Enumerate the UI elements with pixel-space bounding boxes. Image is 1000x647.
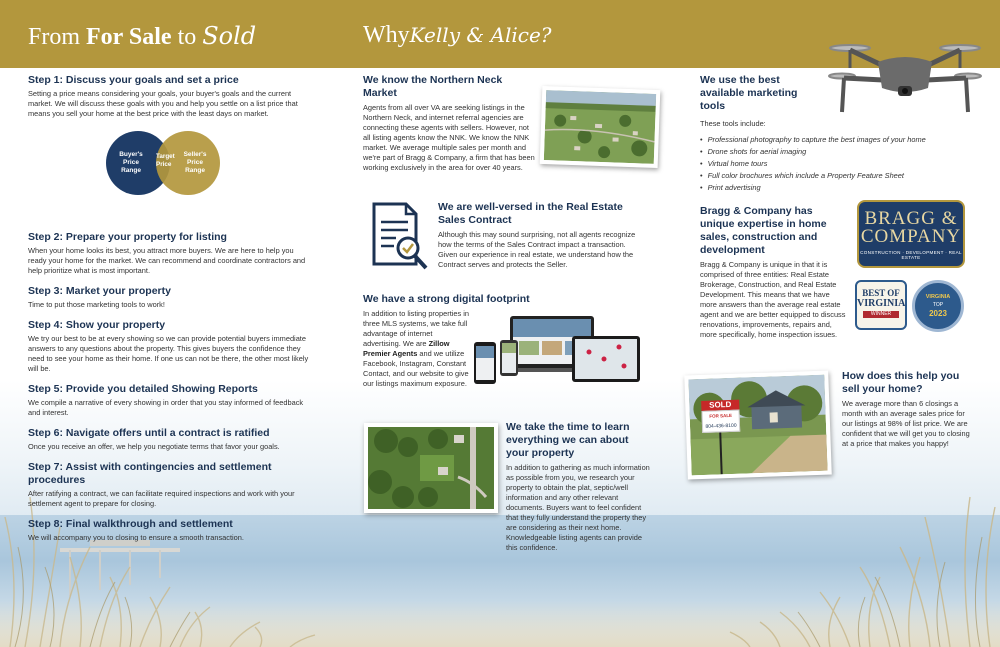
learn-block bbox=[506, 421, 650, 553]
marketing-list bbox=[700, 134, 950, 194]
step-body: When your home looks its best, you attract more buyers. We are here to help you ready your home for the market. We can recommend and coordinate contractors and help prioritize what is most important. bbox=[28, 246, 306, 275]
header-left-mid: to bbox=[177, 24, 197, 50]
nnk-block bbox=[363, 74, 535, 173]
badge2-line3: 2023 bbox=[929, 309, 947, 318]
step-4 bbox=[28, 319, 313, 374]
sold-sign-sub: FOR SALE bbox=[709, 412, 733, 419]
virginia-top-badge bbox=[912, 280, 964, 332]
venn-buyer-l2: Price bbox=[123, 159, 139, 166]
marketing-intro: These tools include: bbox=[700, 119, 766, 128]
step-body: Setting a price means considering your goals, your buyer's goals and the current market. We will discuss these goals with you and help you settle on a list price that means you sell your home at the best price with the least days on market. bbox=[28, 89, 298, 118]
contract-body: Although this may sound surprising, not all agents recognize how the terms of the Sales Contract impact a transaction. Given our experience in real estate, we understand how the Contract serves and protects the Seller. bbox=[438, 230, 636, 269]
step-title: Step 4: Show your property bbox=[28, 319, 166, 331]
step-title: Step 6: Navigate offers until a contract is ratified bbox=[28, 427, 270, 439]
contract-block bbox=[438, 201, 643, 270]
help-block bbox=[842, 370, 972, 449]
header-left-pre: From bbox=[28, 24, 81, 50]
badge1-line3: WINNER bbox=[863, 311, 899, 318]
venn-target-l2: Price bbox=[156, 161, 172, 168]
step-body: We compile a narrative of every showing in order that you stay informed of feedback and interest. bbox=[28, 398, 304, 417]
bragg-logo bbox=[857, 200, 965, 268]
badge1-line2: VIRGINIA bbox=[857, 298, 906, 309]
list-item: • Virtual home tours bbox=[700, 158, 950, 170]
digital-title: We have a strong digital footprint bbox=[363, 293, 530, 305]
step-body: Once you receive an offer, we help you negotiate terms that favor your goals. bbox=[28, 442, 280, 451]
marketing-block bbox=[700, 74, 950, 194]
list-item: • Professional photography to capture the best images of your home bbox=[700, 134, 950, 146]
sold-sign-board bbox=[701, 410, 740, 433]
venn-buyer-l3: Range bbox=[121, 167, 141, 174]
step-body: Time to put those marketing tools to work! bbox=[28, 300, 165, 309]
price-venn-diagram bbox=[106, 131, 236, 195]
step-title: Step 7: Assist with contingencies and settlement procedures bbox=[28, 461, 272, 486]
sold-sign-phone: 804-436-8100 bbox=[705, 422, 737, 430]
nnk-title: We know the Northern Neck Market bbox=[363, 74, 503, 99]
bragg-logo-tagline: CONSTRUCTION · DEVELOPMENT · REAL ESTATE bbox=[860, 250, 962, 260]
bragg-logo-line2: COMPANY bbox=[860, 226, 962, 247]
step-8 bbox=[28, 518, 313, 543]
step-2 bbox=[28, 231, 313, 276]
step-7 bbox=[28, 461, 313, 509]
list-item: • Drone shots for aerial imaging bbox=[700, 146, 950, 158]
bragg-body: Bragg & Company is unique in that it is comprised of three entities: Real Estate Brokerage, Construction, and Real Estate Development. This means that we have more answers than the average real estate agent and we are better equipped to discuss renovations, improvements, repairs and, more specifically, home inspection issues. bbox=[700, 260, 846, 339]
contract-title: We are well-versed in the Real Estate Sales Contract bbox=[438, 201, 623, 226]
digital-body-2: and we utilize Facebook, Instagram, Constant Contact, and our website to give our listings maximum exposure. bbox=[363, 349, 469, 388]
venn-buyer-l1: Buyer's bbox=[119, 151, 143, 158]
sold-sign-photo bbox=[684, 371, 832, 480]
header-left-bold: For Sale bbox=[86, 24, 172, 50]
step-3 bbox=[28, 285, 313, 310]
devices-mockup bbox=[474, 314, 642, 386]
dune-grass-right bbox=[670, 457, 1000, 647]
step-title: Step 5: Provide you detailed Showing Reports bbox=[28, 383, 258, 395]
venn-target-l1: Target bbox=[156, 153, 175, 160]
best-of-virginia-badge bbox=[855, 280, 907, 330]
digital-body-bold: Zillow Premier Agents bbox=[363, 339, 450, 358]
aerial-town-photo bbox=[540, 86, 661, 168]
venn-seller-l2: Price bbox=[187, 159, 203, 166]
header-title-left bbox=[28, 22, 256, 51]
help-body: We average more than 6 closings a month with an average sales price for our listings at 98% of list price. We are confident that we will get you to closing at a price that makes you happy! bbox=[842, 399, 970, 448]
step-title: Step 8: Final walkthrough and settlement bbox=[28, 518, 233, 530]
contract-search-icon bbox=[370, 200, 430, 272]
header-title-right bbox=[363, 22, 552, 49]
bragg-logo-line1: BRAGG & bbox=[864, 208, 958, 229]
step-title: Step 2: Prepare your property for listing bbox=[28, 231, 227, 243]
sold-sign-rider: SOLD bbox=[701, 400, 739, 411]
badge2-line1: VIRGINIA bbox=[925, 294, 951, 300]
step-body: We try our best to be at every showing so we can provide potential buyers immediate answers to any questions about the property. This gives buyers the confidence they need to see your home as their home. If one us can not be there, the other most likely will be. bbox=[28, 334, 309, 373]
digital-body-1: In addition to listing properties in three MLS systems, we take full advantage of internet advertising. We are bbox=[363, 309, 469, 348]
step-title: Step 1: Discuss your goals and set a price bbox=[28, 74, 239, 86]
digital-body bbox=[363, 309, 471, 389]
learn-body: In addition to gathering as much information as possible from you, we research your property to obtain the plat, septic/well information and any other relevant documents. Buyers want to feel confident that they fully understand the property they are considering as their next home. Knowledgeable listing agents can provide this confidence. bbox=[506, 463, 650, 552]
step-body: After ratifying a contract, we can facilitate required inspections and work with your settlement agent to prepare for closing. bbox=[28, 489, 295, 508]
step-body: We will accompany you to closing to ensure a smooth transaction. bbox=[28, 533, 244, 542]
venn-seller-l1: Seller's bbox=[183, 151, 207, 158]
header-right-script: Kelly & Alice? bbox=[409, 23, 552, 47]
step-5 bbox=[28, 383, 313, 418]
aerial-lot-image bbox=[368, 427, 494, 509]
venn-seller-l3: Range bbox=[185, 167, 205, 174]
marketing-title: We use the best available marketing tools bbox=[700, 74, 798, 112]
nnk-body: Agents from all over VA are seeking listings in the Northern Neck, and internet referral agencies are connecting these agents with sellers. However, not all listing agents know the NNK. We know the NNK market. We average multiple sales per month and we're part of Bragg & Company, a firm that has been working exclusively in the area for over 40 years. bbox=[363, 103, 535, 172]
step-6 bbox=[28, 427, 313, 452]
header-left-script: Sold bbox=[202, 22, 257, 50]
venn-target-label bbox=[156, 153, 175, 169]
header-right-pre: Why bbox=[363, 22, 410, 48]
steps-column bbox=[28, 74, 313, 543]
help-title: How does this help you sell your home? bbox=[842, 370, 960, 395]
badge2-line2: TOP bbox=[932, 302, 944, 308]
aerial-town-image bbox=[544, 90, 656, 164]
sold-sign-image bbox=[688, 375, 827, 476]
step-1 bbox=[28, 74, 313, 119]
learn-title: We take the time to learn everything we can about your property bbox=[506, 421, 630, 459]
list-item: • Print advertising bbox=[700, 182, 950, 194]
aerial-lot-photo bbox=[364, 423, 498, 513]
list-item: • Full color brochures which include a Property Feature Sheet bbox=[700, 170, 950, 182]
badge1-line1: BEST OF bbox=[862, 288, 900, 298]
bragg-block bbox=[700, 205, 848, 340]
bragg-title: Bragg & Company has unique expertise in home sales, construction and development bbox=[700, 205, 827, 256]
step-title: Step 3: Market your property bbox=[28, 285, 171, 297]
